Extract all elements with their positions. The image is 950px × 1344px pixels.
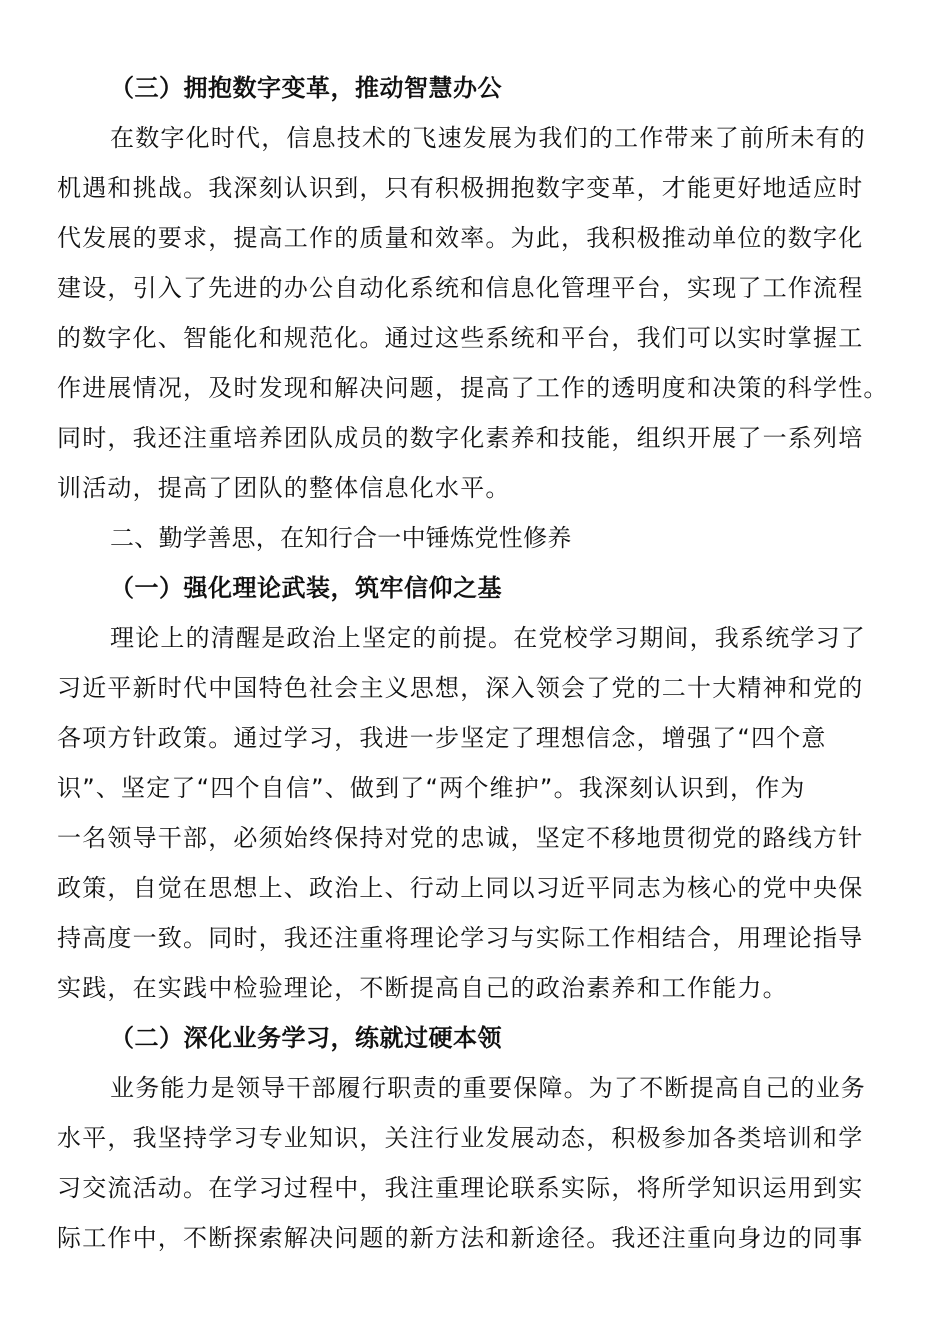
subheading-digital-transformation: （三）拥抱数字变革，推动智慧办公 — [110, 74, 502, 102]
paragraph-line: 建设，引入了先进的办公自动化系统和信息化管理平台，实现了工作流程 — [57, 274, 864, 302]
subheading-theory: （一）强化理论武装，筑牢信仰之基 — [110, 574, 502, 602]
section-heading-two: 二、勤学善思，在知行合一中锤炼党性修养 — [110, 524, 572, 552]
paragraph-line: 训活动，提高了团队的整体信息化水平。 — [57, 474, 511, 502]
paragraph-line: 持高度一致。同时，我还注重将理论学习与实际工作相结合，用理论指导 — [57, 924, 864, 952]
paragraph-line: 机遇和挑战。我深刻认识到，只有积极拥抱数字变革，才能更好地适应时 — [57, 174, 864, 202]
paragraph-line: 水平，我坚持学习专业知识，关注行业发展动态，积极参加各类培训和学 — [57, 1124, 864, 1152]
paragraph-line: 习交流活动。在学习过程中，我注重理论联系实际，将所学知识运用到实 — [57, 1174, 864, 1202]
paragraph-line: 一名领导干部，必须始终保持对党的忠诚，坚定不移地贯彻党的路线方针 — [57, 824, 864, 852]
paragraph-line: 各项方针政策。通过学习，我进一步坚定了理想信念，增强了“四个意 — [57, 724, 827, 752]
paragraph-line: 业务能力是领导干部履行职责的重要保障。为了不断提高自己的业务 — [110, 1074, 866, 1102]
paragraph-line: 的数字化、智能化和规范化。通过这些系统和平台，我们可以实时掌握工 — [57, 324, 864, 352]
subheading-business-study: （二）深化业务学习，练就过硬本领 — [110, 1024, 502, 1052]
paragraph-line: 理论上的清醒是政治上坚定的前提。在党校学习期间，我系统学习了 — [110, 624, 866, 652]
paragraph-line: 习近平新时代中国特色社会主义思想，深入领会了党的二十大精神和党的 — [57, 674, 864, 702]
paragraph-line: 识”、坚定了“四个自信”、做到了“两个维护”。我深刻认识到，作为 — [57, 774, 806, 802]
paragraph-line: 政策，自觉在思想上、政治上、行动上同以习近平同志为核心的党中央保 — [57, 874, 864, 902]
paragraph-line: 实践，在实践中检验理论，不断提高自己的政治素养和工作能力。 — [57, 974, 788, 1002]
paragraph-line: 代发展的要求，提高工作的质量和效率。为此，我积极推动单位的数字化 — [57, 224, 864, 252]
paragraph-line: 作进展情况，及时发现和解决问题，提高了工作的透明度和决策的科学性。 — [57, 374, 889, 402]
paragraph-line: 在数字化时代，信息技术的飞速发展为我们的工作带来了前所未有的 — [110, 124, 866, 152]
paragraph-line: 同时，我还注重培养团队成员的数字化素养和技能，组织开展了一系列培 — [57, 424, 864, 452]
paragraph-line: 际工作中，不断探索解决问题的新方法和新途径。我还注重向身边的同事 — [57, 1224, 864, 1252]
